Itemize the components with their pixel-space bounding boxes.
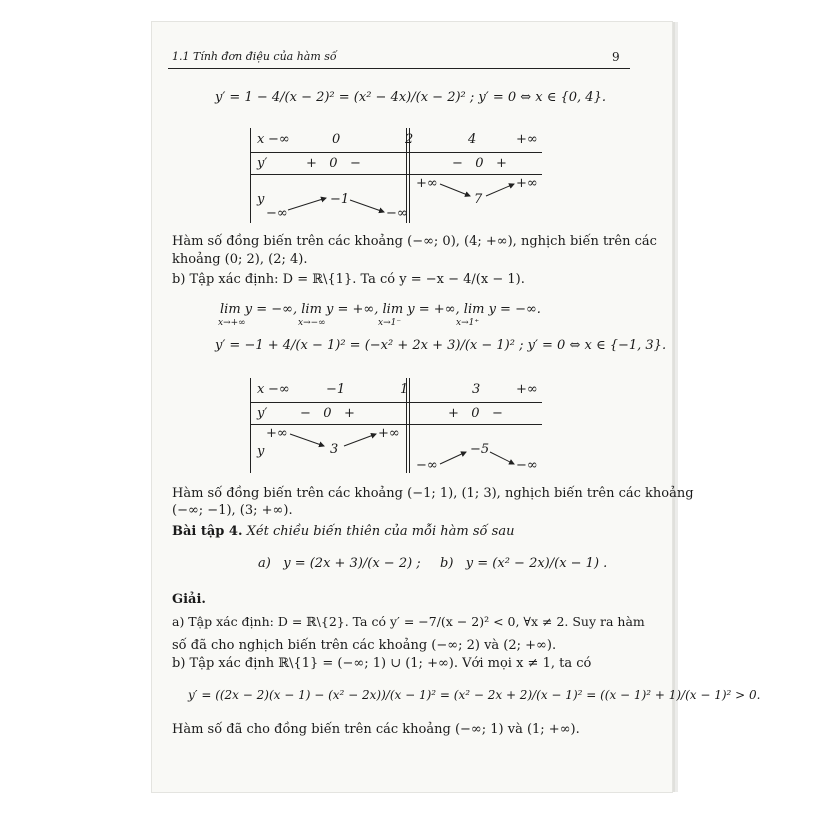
- derivative-equation-a: y′ = 1 − 4/(x − 2)² = (x² − 4x)/(x − 2)² ; y′ = 0 ⇔ x ∈ {0, 4}.: [215, 90, 606, 105]
- table1-y-value: −∞: [266, 206, 288, 221]
- conclusion-a-line1: Hàm số đồng biến trên các khoảng (−∞; 0), (4; +∞), nghịch biến trên các: [172, 234, 657, 249]
- exercise-item-b: b) y = (x² − 2x)/(x − 1) .: [440, 556, 608, 571]
- table2-x-value: 3: [472, 382, 481, 397]
- table1-y-value: +∞: [416, 176, 438, 191]
- table1-signs-right: − 0 +: [452, 156, 507, 171]
- table1-x-value: 2: [405, 132, 414, 147]
- table1-x-value: 0: [332, 132, 341, 147]
- table2-x-value: +∞: [516, 382, 538, 397]
- table1-x-value: +∞: [516, 132, 538, 147]
- table2-y-value: 3: [330, 442, 339, 457]
- table1-signs-left: + 0 −: [306, 156, 361, 171]
- solution-b-line1: b) Tập xác định ℝ\{1} = (−∞; 1) ∪ (1; +∞). Với mọi x ≠ 1, ta có: [172, 656, 592, 671]
- table1-x-value: −∞: [268, 132, 290, 147]
- solution-a-line2: số đã cho nghịch biến trên các khoảng (−∞; 2) và (2; +∞).: [172, 638, 557, 653]
- solution-heading: Giải.: [172, 592, 206, 607]
- table1-y-value: −∞: [386, 206, 408, 221]
- exercise-title: Bài tập 4.: [172, 524, 243, 539]
- table2-y-label: y: [257, 444, 265, 459]
- table1-y-label: y: [257, 192, 265, 207]
- table2-y-value: −5: [470, 442, 490, 457]
- solution-a-line1: a) Tập xác định: D = ℝ\{2}. Ta có y′ = −7/(x − 2)² < 0, ∀x ≠ 2. Suy ra hàm: [172, 614, 645, 629]
- table1-x-value: 4: [468, 132, 477, 147]
- table2-y-value: +∞: [378, 426, 400, 441]
- limit-sub: x→−∞: [298, 318, 326, 328]
- conclusion-a-line2: khoảng (0; 2), (2; 4).: [172, 252, 308, 267]
- page-number: 9: [612, 50, 620, 64]
- limit-sub: x→1⁺: [456, 318, 480, 328]
- solution-b-equation: y′ = ((2x − 2)(x − 1) − (x² − 2x))/(x − 1)² = (x² − 2x + 2)/(x − 1)² = ((x − 1)² + 1)/(x − 1)² > 0.: [188, 688, 761, 702]
- running-title: 1.1 Tính đơn điệu của hàm số: [172, 50, 337, 63]
- table2-y-value: −∞: [416, 458, 438, 473]
- derivative-equation-b: y′ = −1 + 4/(x − 1)² = (−x² + 2x + 3)/(x − 1)² ; y′ = 0 ⇔ x ∈ {−1, 3}.: [215, 338, 667, 353]
- solution-b-conclusion: Hàm số đã cho đồng biến trên các khoảng (−∞; 1) và (1; +∞).: [172, 722, 580, 737]
- conclusion-b-line2: (−∞; −1), (3; +∞).: [172, 503, 293, 518]
- table1-x-label: x: [257, 132, 265, 147]
- table1-y-value: −1: [330, 192, 350, 207]
- table1-y-value: 7: [474, 192, 483, 207]
- exercise-heading: [172, 524, 514, 539]
- table2-x-label: x: [257, 382, 265, 397]
- table1-yprime-label: y′: [257, 156, 268, 171]
- part-b-limits: lim y = −∞, lim y = +∞, lim y = +∞, lim y = −∞.: [220, 302, 541, 317]
- table2-x-value: 1: [400, 382, 409, 397]
- table2-y-value: −∞: [516, 458, 538, 473]
- table2-x-value: −∞: [268, 382, 290, 397]
- table2-signs-right: + 0 −: [448, 406, 503, 421]
- table2-yprime-label: y′: [257, 406, 268, 421]
- conclusion-b-line1: Hàm số đồng biến trên các khoảng (−1; 1), (1; 3), nghịch biến trên các khoảng: [172, 486, 694, 501]
- table2-x-value: −1: [326, 382, 346, 397]
- exercise-item-a: a) y = (2x + 3)/(x − 2) ;: [258, 556, 421, 571]
- limit-sub: x→1⁻: [378, 318, 402, 328]
- limit-sub: x→+∞: [218, 318, 246, 328]
- table2-signs-left: − 0 +: [300, 406, 355, 421]
- part-b-intro: b) Tập xác định: D = ℝ\{1}. Ta có y = −x − 4/(x − 1).: [172, 272, 525, 287]
- exercise-statement: Xét chiều biến thiên của mỗi hàm số sau: [246, 524, 515, 539]
- table2-y-value: +∞: [266, 426, 288, 441]
- table1-y-value: +∞: [516, 176, 538, 191]
